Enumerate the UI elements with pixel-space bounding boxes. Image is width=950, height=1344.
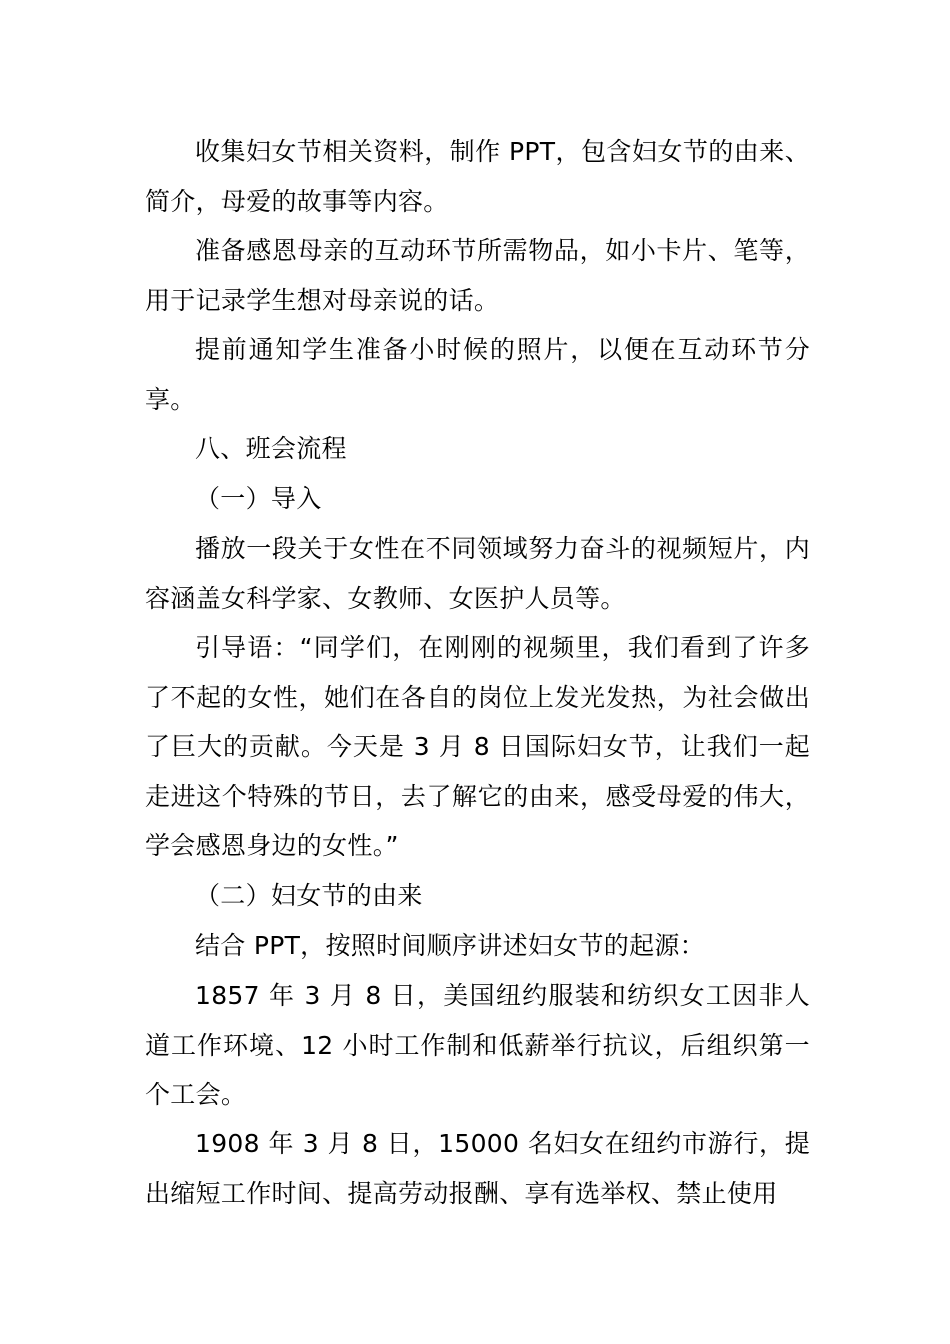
paragraph-play-video: 播放一段关于女性在不同领域努力奋斗的视频短片，内容涵盖女科学家、女教师、女医护人员等。 bbox=[145, 534, 810, 613]
paragraph-1908: 1908 年 3 月 8 日，15000 名妇女在纽约市游行，提出缩短工作时间、提高劳动报酬、享有选举权、禁止使用 bbox=[145, 1129, 810, 1208]
subheading-origin: （二）妇女节的由来 bbox=[195, 881, 423, 910]
paragraph-notify-photos: 提前通知学生准备小时候的照片，以便在互动环节分享。 bbox=[145, 335, 810, 414]
section-heading-class-flow: 八、班会流程 bbox=[195, 434, 347, 463]
subheading-introduction: （一）导入 bbox=[195, 484, 322, 513]
paragraph-ppt-origin: 结合 PPT，按照时间顺序讲述妇女节的起源： bbox=[195, 931, 705, 960]
paragraph-prepare-items: 准备感恩母亲的互动环节所需物品，如小卡片、笔等，用于记录学生想对母亲说的话。 bbox=[145, 236, 810, 315]
paragraph-1857: 1857 年 3 月 8 日，美国纽约服装和纺织女工因非人道工作环境、12 小时工作制和低薪举行抗议，后组织第一个工会。 bbox=[145, 981, 810, 1109]
paragraph-collect-materials: 收集妇女节相关资料，制作 PPT，包含妇女节的由来、简介，母爱的故事等内容。 bbox=[145, 137, 810, 216]
paragraph-guiding-words: 引导语：“同学们，在刚刚的视频里，我们看到了许多了不起的女性，她们在各自的岗位上发光发热，为社会做出了巨大的贡献。今天是 3 月 8 日国际妇女节，让我们一起走进这个特殊的节日，去了解它的由来，感受母爱的伟大，学会感恩身边的女性。” bbox=[145, 633, 810, 860]
